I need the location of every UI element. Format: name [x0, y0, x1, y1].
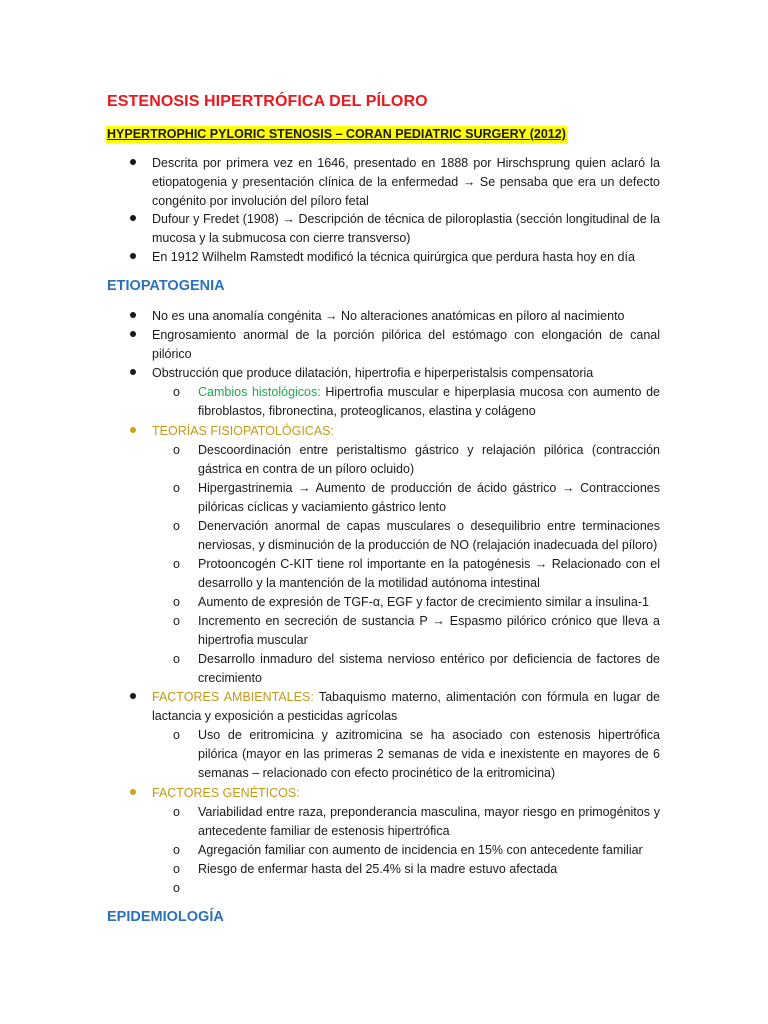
section-heading-etiopatogenia: ETIOPATOGENIA: [107, 278, 225, 294]
list-item: Riesgo de enfermar hasta del 25.4% si la madre estuvo afectada: [198, 862, 558, 876]
bullet-icon: [130, 427, 136, 433]
histologicos-label: Cambios histológicos:: [198, 385, 321, 399]
list-item: Descrita por primera vez en 1646, presentado en 1888 por Hirschsprung quien aclaró la etiopatogenia y presentación clínica de la enfermedad → Se pensaba que era un defecto congénito por involución del píloro fetal: [152, 156, 660, 208]
list-item: Agregación familiar con aumento de incidencia en 15% con antecedente familiar: [198, 843, 643, 857]
sub-bullet-marker: o: [173, 557, 180, 571]
geneticos-label: FACTORES GENÉTICOS:: [152, 786, 300, 800]
list-item: No es una anomalía congénita → No alteraciones anatómicas en píloro al nacimiento: [152, 309, 625, 323]
sub-bullet-marker: o: [173, 728, 180, 742]
bullet-icon: [130, 369, 136, 375]
list-item: Hipergastrinemia → Aumento de producción de ácido gástrico → Contracciones pilóricas cíclicas y vaciamiento gástrico lento: [198, 481, 660, 514]
list-item: Aumento de expresión de TGF-α, EGF y factor de crecimiento similar a insulina-1: [198, 595, 649, 609]
list-item-ambientales: [152, 688, 660, 726]
sub-bullet-marker: o: [173, 652, 180, 666]
sub-bullet-marker: o: [173, 481, 180, 495]
teorias-label: TEORÍAS FISIOPATOLÓGICAS:: [152, 424, 334, 438]
bullet-icon: [130, 693, 136, 699]
bullet-icon: [130, 789, 136, 795]
list-item: Variabilidad entre raza, preponderancia masculina, mayor riesgo en primogénitos y antecedente familiar de estenosis hipertrófica: [198, 805, 660, 838]
sub-bullet-marker: o: [173, 519, 180, 533]
ambientales-text: Tabaquismo materno, alimentación con fórmula en lugar de lactancia y exposición a pesticidas agrícolas: [152, 690, 661, 723]
list-item: Incremento en secreción de sustancia P → Espasmo pilórico crónico que lleva a hipertrofia muscular: [198, 614, 660, 647]
section-heading-epidemiologia: EPIDEMIOLOGÍA: [107, 909, 224, 925]
sub-bullet-marker: o: [173, 443, 180, 457]
list-item: Engrosamiento anormal de la porción pilórica del estómago con elongación de canal pilórico: [152, 328, 660, 361]
bullet-icon: [130, 159, 136, 165]
sub-bullet-marker: o: [173, 614, 180, 628]
bullet-icon: [130, 215, 136, 221]
sub-bullet-marker: o: [173, 385, 180, 399]
list-item: Denervación anormal de capas musculares o desequilibrio entre terminaciones nerviosas, y disminución de la producción de NO (relajación inadecuada del píloro): [198, 519, 660, 552]
highlighted-subtitle: HYPERTROPHIC PYLORIC STENOSIS – CORAN PEDIATRIC SURGERY (2012): [107, 127, 566, 141]
sub-bullet-marker: o: [173, 805, 180, 819]
sub-bullet-marker: o: [173, 595, 180, 609]
list-item: Desarrollo inmaduro del sistema nervioso entérico por deficiencia de factores de crecimiento: [198, 652, 660, 685]
list-item: Descoordinación entre peristaltismo gástrico y relajación pilórica (contracción gástrica en contra de un píloro ocluido): [198, 443, 660, 476]
list-item: Obstrucción que produce dilatación, hipertrofia e hiperperistalsis compensatoria: [152, 366, 594, 380]
bullet-icon: [130, 331, 136, 337]
sub-bullet-marker: o: [173, 862, 180, 876]
bullet-icon: [130, 253, 136, 259]
list-item: En 1912 Wilhelm Ramstedt modificó la técnica quirúrgica que perdura hasta hoy en día: [152, 250, 635, 264]
sub-bullet-marker: o: [173, 843, 180, 857]
page-title: ESTENOSIS HIPERTRÓFICA DEL PÍLORO: [107, 93, 428, 110]
histologicos-text: Hipertrofia muscular e hiperplasia mucosa con aumento de fibroblastos, fibronectina, proteoglicanos, elastina y colágeno: [198, 385, 661, 418]
sub-bullet-marker: o: [173, 881, 180, 895]
list-item: Dufour y Fredet (1908) → Descripción de técnica de piloroplastia (sección longitudinal de la mucosa y la submucosa con cierre transverso): [152, 212, 660, 245]
bullet-icon: [130, 312, 136, 318]
list-item: Protooncogén C-KIT tiene rol importante en la patogénesis → Relacionado con el desarrollo y la mantención de la motilidad autónoma intestinal: [198, 557, 660, 590]
ambientales-label: FACTORES AMBIENTALES:: [152, 690, 314, 704]
list-item: Uso de eritromicina y azitromicina se ha asociado con estenosis hipertrófica pilórica (mayor en las primeras 2 semanas de vida e inexistente en mayores de 6 semanas – relacionado con efecto procinético de la eritromicina): [198, 728, 660, 780]
list-item-histologicos: [198, 383, 660, 421]
